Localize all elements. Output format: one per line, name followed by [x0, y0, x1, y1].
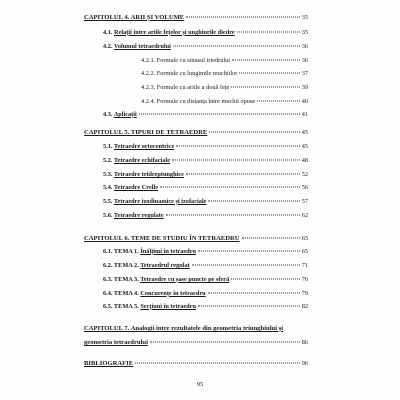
section-title: Tetraedre ortocentrice	[113, 143, 175, 150]
section-4-2-page: 36	[301, 43, 308, 50]
section-5-5-entry	[103, 198, 308, 206]
section-5-1-entry	[103, 143, 308, 151]
chapter-7-title-line2: geometria tetraedrului	[84, 339, 148, 346]
section-4-1-number: 4.1.	[103, 29, 113, 36]
section-4-2-2-page: 37	[301, 70, 308, 77]
section-number: 5.5.	[103, 198, 113, 205]
section-4-3-number: 4.3.	[103, 111, 113, 118]
section-title: Tetraedre izodinamice și izofaciale	[113, 198, 207, 205]
section-page: 76	[301, 276, 308, 283]
chapter-7-title-line1: CAPITOLUL 7. Analogii între rezultatele din geometria triunghiului și	[84, 325, 284, 332]
section-page: 65	[301, 248, 308, 255]
section-4-2-1-entry	[141, 57, 308, 65]
leader-dots	[173, 46, 300, 47]
bibliography-entry	[84, 360, 308, 368]
chapter-7-entry	[84, 339, 308, 347]
section-title: Tetraedre cu șase puncte pe sferă	[140, 276, 230, 283]
leader-dots	[208, 293, 300, 294]
leader-dots	[232, 60, 300, 61]
tema-label: TEMA 5.	[113, 303, 139, 310]
section-number: 5.1.	[103, 143, 113, 150]
section-page: 48	[301, 157, 308, 164]
section-4-1-entry	[103, 29, 308, 37]
leader-dots	[231, 87, 299, 88]
leader-dots	[231, 279, 299, 280]
section-4-2-number: 4.2.	[103, 43, 113, 50]
section-6-3-entry	[103, 276, 308, 284]
leader-dots	[208, 201, 299, 202]
section-page: 82	[301, 303, 308, 310]
chapter-7-page: 86	[301, 339, 308, 346]
leader-dots	[209, 132, 299, 133]
chapter-4-entry	[84, 14, 308, 22]
section-page: 56	[301, 184, 308, 191]
section-number: 6.2.	[103, 262, 113, 269]
section-4-2-3-page: 39	[301, 84, 308, 91]
page-number: 95	[196, 381, 204, 388]
leader-dots	[239, 73, 299, 74]
section-number: 6.5.	[103, 303, 113, 310]
section-page: 45	[301, 143, 308, 150]
chapter-6-title: CAPITOLUL 6. TEME DE STUDIU ÎN TETRAEDRU	[84, 235, 240, 242]
leader-dots	[198, 306, 300, 307]
section-4-3-page: 41	[301, 111, 308, 118]
section-number: 6.4.	[103, 290, 113, 297]
leader-dots	[186, 17, 300, 18]
section-4-2-2-entry	[141, 70, 308, 78]
leader-dots	[139, 114, 300, 115]
section-6-1-entry	[103, 248, 308, 256]
section-title: Tetraedre echifaciale	[113, 157, 171, 164]
leader-dots	[192, 265, 300, 266]
section-5-2-entry	[103, 157, 308, 165]
leader-dots	[237, 32, 300, 33]
section-5-4-entry	[103, 184, 308, 192]
section-6-2-entry	[103, 262, 308, 270]
section-number: 6.1.	[103, 248, 113, 255]
section-title: Tetraedre regulate	[113, 212, 164, 219]
leader-dots	[160, 187, 300, 188]
section-4-3-entry	[103, 111, 308, 119]
section-4-2-3-entry	[141, 84, 308, 92]
section-6-5-entry	[103, 303, 308, 311]
section-4-1-title: Relații între ariile fețelor și unghiurile diedre	[114, 29, 235, 36]
chapter-5-title: CAPITOLUL 5. TIPURI DE TETRAEDRE	[84, 129, 208, 136]
section-4-3-title: Aplicații	[113, 111, 137, 118]
section-title: Tetraedre tridreptunghice	[113, 171, 184, 178]
leader-dots	[172, 160, 300, 161]
section-page: 71	[301, 262, 308, 269]
section-title: Concurențe în tetraedru	[140, 290, 206, 297]
section-number: 5.3.	[103, 171, 113, 178]
section-number: 5.6.	[103, 212, 113, 219]
section-4-2-entry	[103, 43, 308, 51]
section-title: Înălțimi în tetraedru	[140, 248, 196, 255]
bibliography-page: 96	[301, 360, 308, 367]
section-4-2-2-title: 4.2.2. Formule cu lungimile muchiilor	[141, 70, 238, 77]
chapter-4-title: CAPITOLUL 4. ARII ȘI VOLUME	[84, 14, 185, 21]
section-4-2-1-page: 36	[301, 57, 308, 64]
section-page: 57	[301, 198, 308, 205]
section-number: 6.3.	[103, 276, 113, 283]
tema-label: TEMA 1.	[113, 248, 139, 255]
section-page: 62	[301, 212, 308, 219]
section-4-2-title: Volumul tetraedrului	[113, 43, 171, 50]
chapter-6-entry	[84, 235, 308, 243]
section-4-2-1-title: 4.2.1. Formule cu sinusul triedrului	[141, 57, 231, 64]
tema-label: TEMA 4.	[113, 290, 139, 297]
section-title: Tetraedrul regulat	[140, 262, 190, 269]
leader-dots	[135, 363, 300, 364]
leader-dots	[176, 146, 299, 147]
section-4-2-4-page: 40	[301, 98, 308, 105]
section-title: Secțiuni în tetraedru	[140, 303, 196, 310]
chapter-5-page: 45	[301, 129, 308, 136]
section-5-6-entry	[103, 212, 308, 220]
tema-label: TEMA 2.	[113, 262, 139, 269]
section-page: 52	[301, 171, 308, 178]
chapter-4-page: 35	[301, 14, 308, 21]
section-number: 5.2.	[103, 157, 113, 164]
tema-label: TEMA 3.	[113, 276, 139, 283]
leader-dots	[198, 251, 300, 252]
section-title: Tetraedre Crelle	[113, 184, 159, 191]
bibliography-title: BIBLIOGRAFIE	[84, 360, 134, 367]
section-number: 5.4.	[103, 184, 113, 191]
section-5-3-entry	[103, 171, 308, 179]
leader-dots	[166, 215, 300, 216]
chapter-5-entry	[84, 129, 308, 137]
leader-dots	[242, 238, 300, 239]
leader-dots	[186, 174, 300, 175]
section-page: 79	[301, 290, 308, 297]
section-6-4-entry	[103, 290, 308, 298]
leader-dots	[150, 342, 300, 343]
section-4-2-4-entry	[141, 98, 308, 106]
section-4-1-page: 35	[301, 29, 308, 36]
section-4-2-4-title: 4.2.4. Formule cu distanța între muchii opuse	[141, 98, 256, 105]
chapter-6-page: 65	[301, 235, 308, 242]
section-4-2-3-title: 4.2.3. Formule cu ariile a două fețe	[141, 84, 230, 91]
leader-dots	[257, 101, 300, 102]
